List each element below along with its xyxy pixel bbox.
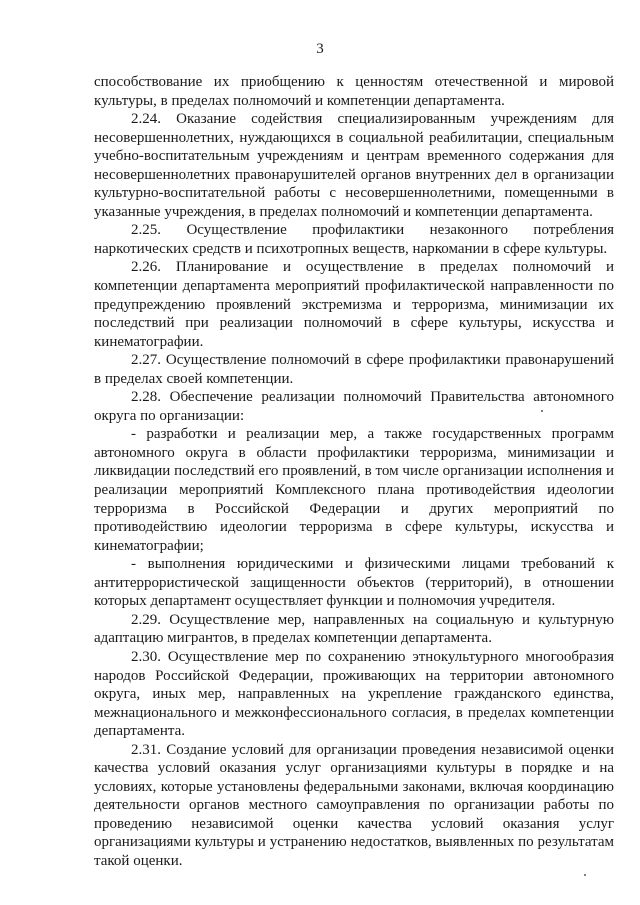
paragraph-2-26: 2.26. Планирование и осуществление в пределах полномочий и компетенции департамента мероприятий профилактической направленности по предупреждению проявлений экстремизма и терроризма, минимизации их последствий при реализации полномочий в сфере культуры, искусства и кинематографии. [94, 259, 614, 350]
paragraph-2-27: 2.27. Осуществление полномочий в сфере профилактики правонарушений в пределах своей компетенции. [94, 352, 614, 387]
paragraph-2-29: 2.29. Осуществление мер, направленных на социальную и культурную адаптацию мигрантов, в пределах компетенции департамента. [94, 611, 614, 647]
paragraph-2-25: 2.25. Осуществление профилактики незаконного потребления наркотических средств и психотропных веществ, наркомании в сфере культуры. [94, 222, 614, 257]
page-number: 3 [316, 41, 324, 57]
list-item-terrorism-programs: - разработки и реализации мер, а также государственных программ автономного округа в области профилактики терроризма, минимизации и ликвидации последствий его проявлений, в том числе организации исполнения и реализации мероприятий Комплексного плана противодействия идеологии терроризма в Российской Федерации и других мероприятий по противодействию идеологии терроризма в сфере культуры, искусства и кинематографии; [94, 426, 614, 554]
list-item-antiterror-protection: - выполнения юридическими и физическими лицами требований к антитеррористической защищенности объектов (территорий), в отношении которых департамент осуществляет функции и полномочия учредителя. [94, 556, 614, 610]
paragraph-2-30: 2.30. Осуществление мер по сохранению этнокультурного многообразия народов Российской Федерации, проживающих на территории автономного округа, иных мер, направленных на укрепление гражданского единства, межнационального и межконфессионального согласия, в пределах компетенции департамента. [94, 648, 614, 740]
paragraph-2-31: 2.31. Создание условий для организации проведения независимой оценки качества условий оказания услуг организациями культуры в порядке и на условиях, которые установлены федеральными законами, включая координацию деятельности органов местного самоуправления по организации работы по проведению независимой оценки качества условий оказания услуг организациями культуры и устранению недостатков, выявленных по результатам такой оценки. [94, 741, 614, 869]
paragraph-continuation: способствование их приобщению к ценностям отечественной и мировой культуры, в пределах полномочий и компетенции департамента. [94, 74, 614, 109]
scan-speck [584, 874, 586, 876]
scan-speck [541, 410, 543, 412]
document-body [94, 73, 614, 871]
paragraph-2-28: 2.28. Обеспечение реализации полномочий Правительства автономного округа по организации: [94, 389, 614, 424]
paragraph-2-24: 2.24. Оказание содействия специализированным учреждениям для несовершеннолетних, нуждающихся в социальной реабилитации, специальным учебно-воспитательным учреждениям и центрам временного содержания для несовершеннолетних правонарушителей органов внутренних дел в организации культурно-воспитательной работы с несовершеннолетними, помещенными в указанные учреждения, в пределах полномочий и компетенции департамента. [94, 111, 614, 220]
